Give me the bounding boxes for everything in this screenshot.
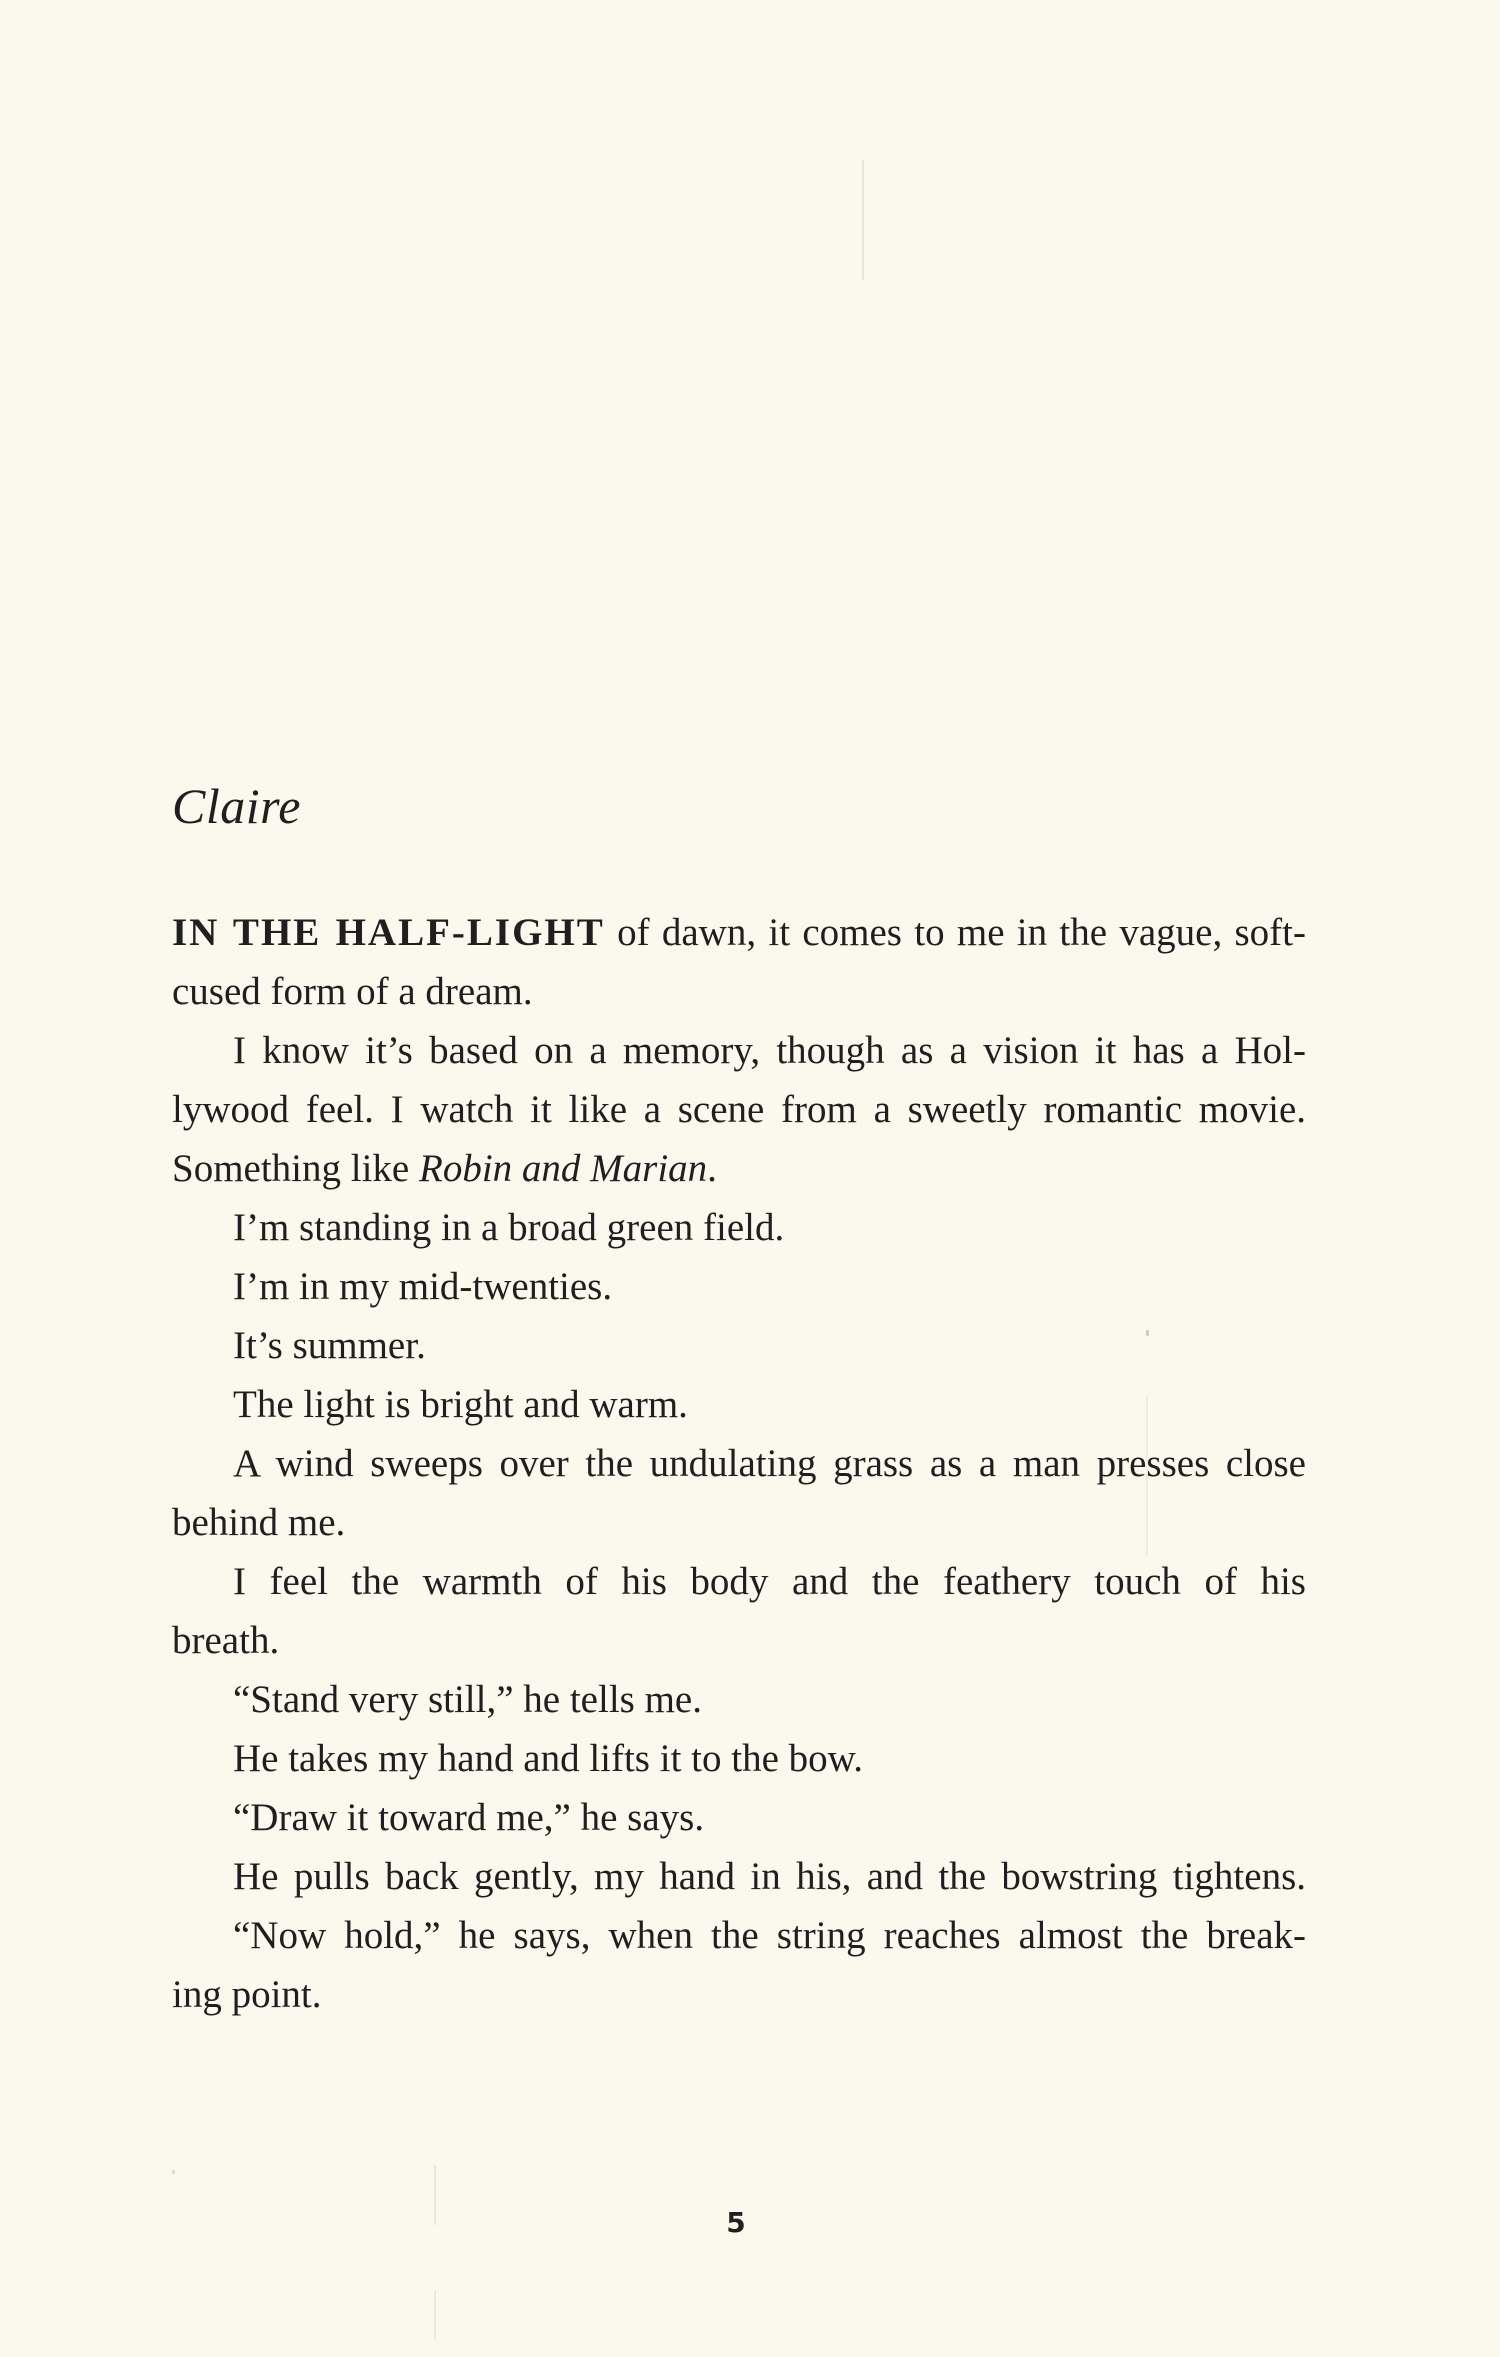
text-span: of dawn, it comes to me in the vague, soft- <box>617 911 1306 954</box>
text-line: ing point. <box>172 1973 322 2016</box>
opening-small-caps: IN THE HALF-LIGHT <box>172 911 605 954</box>
text-line: behind me. <box>172 1501 346 1544</box>
text-line: I know it’s based on a memory, though as a vision it has a Hol- <box>233 1029 1306 1072</box>
text-line: The light is bright and warm. <box>233 1383 688 1426</box>
text-line: I feel the warmth of his body and the feathery touch of his <box>233 1560 1306 1603</box>
page-number: 5 <box>726 2206 746 2239</box>
scan-mark <box>862 160 864 280</box>
text-line <box>172 1144 717 1194</box>
text-line: “Now hold,” he says, when the string reaches almost the break- <box>233 1914 1306 1957</box>
text-line: “Draw it toward me,” he says. <box>233 1796 705 1839</box>
text-line: I’m standing in a broad green field. <box>233 1206 785 1249</box>
film-title: Robin and Marian <box>419 1147 708 1190</box>
text-line: I’m in my mid-twenties. <box>233 1265 613 1308</box>
text-line: “Stand very still,” he tells me. <box>233 1678 702 1721</box>
scan-speck <box>172 2170 175 2174</box>
text-line: It’s summer. <box>233 1324 426 1367</box>
scan-mark <box>1146 1395 1148 1555</box>
scan-mark <box>434 2165 436 2225</box>
text-line: He takes my hand and lifts it to the bow. <box>233 1737 864 1780</box>
text-line: A wind sweeps over the undulating grass as a man presses close <box>233 1442 1306 1485</box>
scan-mark <box>434 2290 436 2340</box>
text-line <box>172 908 1306 958</box>
text-span: Something like <box>172 1147 419 1190</box>
chapter-title: Claire <box>172 778 301 834</box>
text-line: He pulls back gently, my hand in his, and the bowstring tightens. <box>233 1855 1306 1898</box>
scan-speck <box>1146 1330 1149 1336</box>
text-line: lywood feel. I watch it like a scene from a sweetly romantic movie. <box>172 1088 1306 1131</box>
text-line: breath. <box>172 1619 280 1662</box>
text-line: cused form of a dream. <box>172 970 533 1013</box>
text-span: . <box>707 1147 717 1190</box>
